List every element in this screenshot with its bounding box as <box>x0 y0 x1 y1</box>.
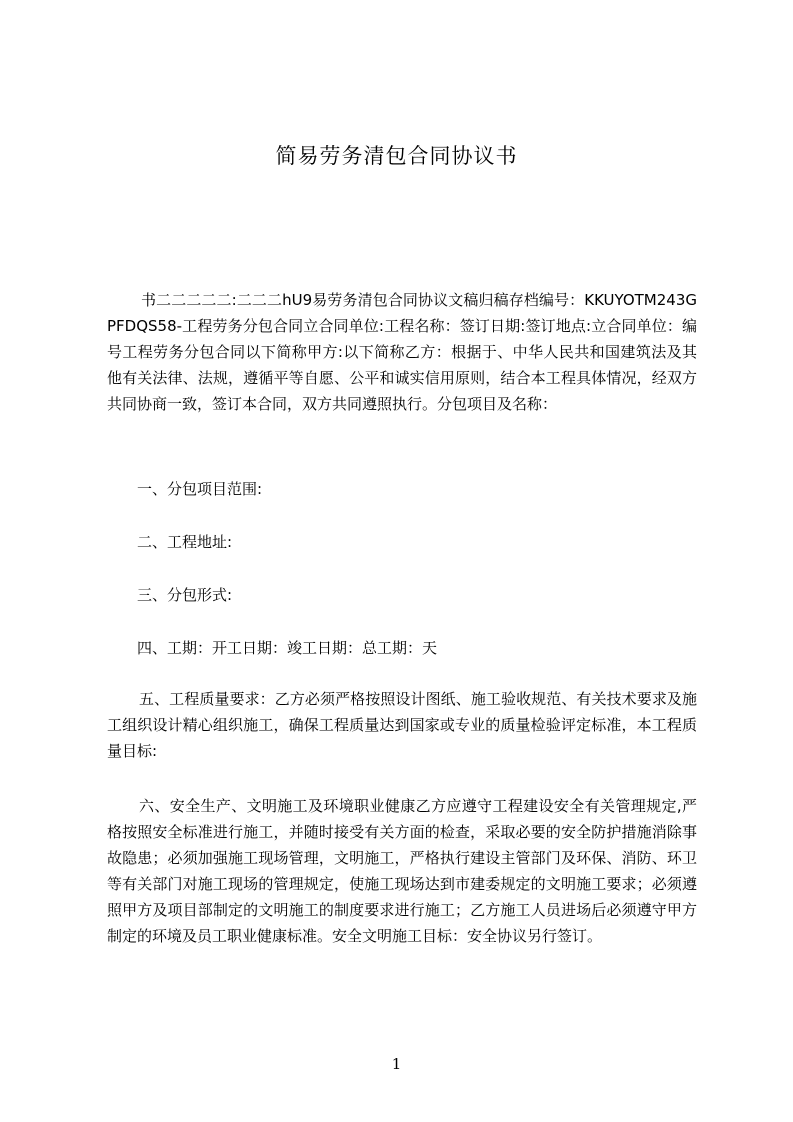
page-number: 1 <box>391 1055 402 1073</box>
safety-paragraph: 六、安全生产、文明施工及环境职业健康乙方应遵守工程建设安全有关管理规定,严格按照安全标准进行施工，并随时接受有关方面的检查，采取必要的安全防护措施消除事故隐患；必须加强施工现场管理，文明施工，严格执行建设主管部门及环保、消防、环卫等有关部门对施工现场的管理规定，使施工现场达到市建委规定的文明施工要求；必须遵照甲方及项目部制定的文明施工的制度要求进行施工；乙方施工人员进场后必须遵守甲方制定的环境及员工职业健康标准。安全文明施工目标：安全协议另行签订。 <box>107 797 697 945</box>
item-form: 三、分包形式: <box>137 586 233 604</box>
quality-paragraph: 五、工程质量要求：乙方必须严格按照设计图纸、施工验收规范、有关技术要求及施工组织设计精心组织施工，确保工程质量达到国家或专业的质量检验评定标准，本工程质量目标: <box>107 690 697 760</box>
item-address: 二、工程地址: <box>137 533 233 551</box>
item-scope: 一、分包项目范围: <box>137 480 263 498</box>
item-schedule: 四、工期：开工日期：竣工日期：总工期：天 <box>137 639 438 657</box>
document-title: 简易劳务清包合同协议书 <box>275 144 518 168</box>
intro-paragraph: 书二二二二二:二二二hU9易劳务清包合同协议文稿归稿存档编号：KKUYOTM243GPFDQS58-工程劳务分包合同立合同单位:工程名称：签订日期:签订地点:立合同单位：编号工程劳务分包合同以下简称甲方:以下简称乙方：根据于、中华人民共和国建筑法及其他有关法律、法规，遵循平等自愿、公平和诚实信用原则，结合本工程具体情况，经双方共同协商一致，签订本合同，双方共同遵照执行。分包项目及名称： <box>107 291 697 413</box>
